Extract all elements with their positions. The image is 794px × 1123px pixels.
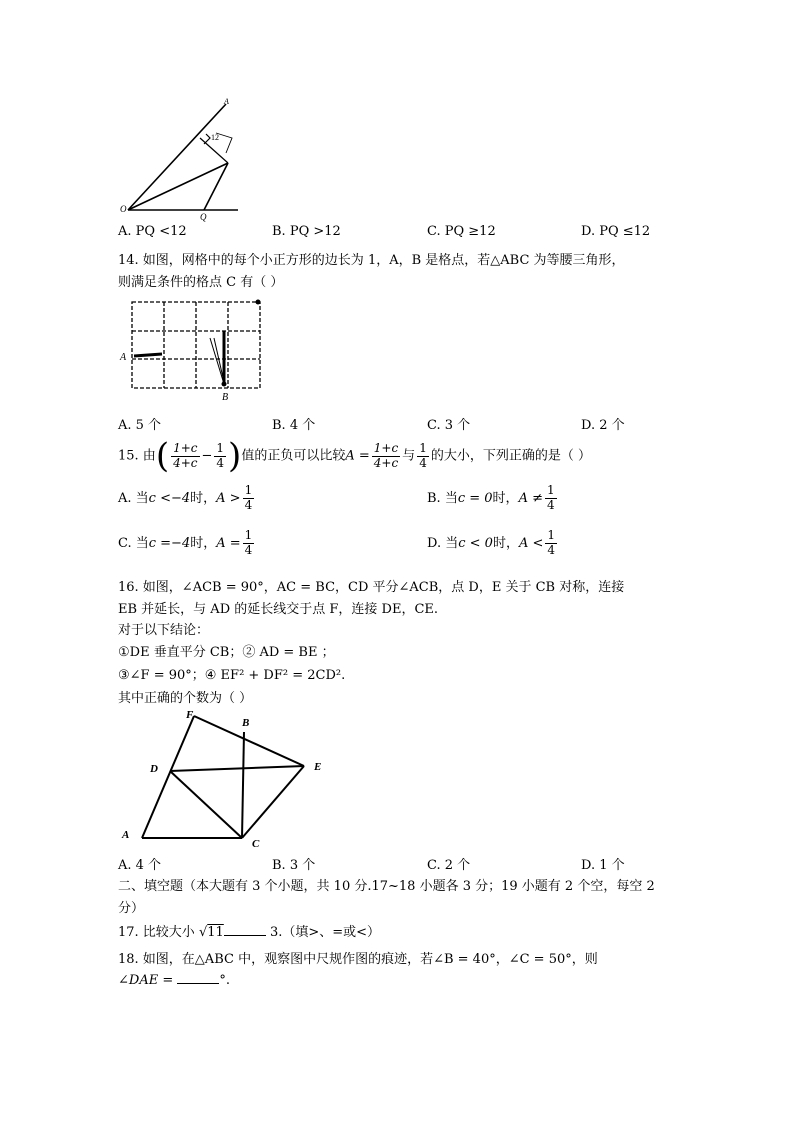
q16-label-E: E [314, 761, 322, 773]
q15-optb-mid: 时， [492, 490, 519, 506]
q15-optd-cond: c < 0 [458, 535, 493, 551]
q17-radicand: 11 [207, 925, 224, 940]
q13-figure [118, 98, 248, 220]
q13-label-A: A [224, 97, 229, 106]
q15-opta-cond: c <−4 [148, 490, 191, 506]
q13-option-b: B. PQ >12 [272, 224, 341, 239]
q14-option-d: D. 2 个 [581, 418, 625, 433]
q16-option-a: A. 4 个 [118, 858, 162, 873]
q15-A-frac-den: 4+c [373, 455, 399, 470]
q17-sqrt: √11 [198, 925, 224, 940]
q14-label-A: A [120, 352, 127, 363]
q14-stem-line1: 14. 如图，网格中的每个小正方形的边长为 1，A，B 是格点，若△ABC 为等腰三角形， [118, 253, 625, 268]
q15-optc-num: 1 [244, 528, 253, 542]
q15-mid2: 与 [402, 448, 416, 464]
q13-option-c: C. PQ ≥12 [427, 224, 496, 239]
q16-stem-line1: 16. 如图，∠ACB = 90°，AC = BC，CD 平分∠ACB，点 D，E 关于 CB 对称，连接 [118, 580, 625, 595]
q17-stem [118, 921, 380, 940]
q15-quarter-num: 1 [216, 440, 225, 455]
q15-optb-cond: c = 0 [457, 490, 493, 506]
q15-opta-rel: A > [216, 490, 241, 506]
q15-quarter2-num: 1 [419, 440, 427, 455]
q15-quarter [214, 442, 226, 471]
q16-conclusion-3-4: ③∠F = 90°；④ EF² + DF² = 2CD². [118, 668, 346, 683]
q18-angle-dae: ∠DAE = [118, 973, 174, 988]
q13-label-12: 12 [211, 133, 219, 142]
q15-optd-num: 1 [547, 528, 556, 542]
q15-opta-den: 4 [244, 497, 253, 512]
q14-option-b: B. 4 个 [272, 418, 316, 433]
q16-option-b: B. 3 个 [272, 858, 316, 873]
q15-option-b [427, 484, 559, 513]
q14-option-c: C. 3 个 [427, 418, 471, 433]
q16-label-C: C [252, 838, 260, 850]
q16-conclusion-1-2: ①DE 垂直平分 CB；② AD = BE ； [118, 645, 335, 660]
q16-label-B: B [242, 717, 250, 729]
q14-stem-line2: 则满足条件的格点 C 有（ ） [118, 275, 284, 290]
q15-optc-frac [243, 529, 255, 558]
q18-suffix: °. [219, 973, 230, 988]
q15-prefix: 15. 由 [118, 448, 156, 464]
q15-optd-pre: D. 当 [427, 535, 459, 551]
section2-heading-line2: 分） [118, 901, 145, 916]
q13-option-d: D. PQ ≤12 [581, 224, 651, 239]
q18-answer-blank[interactable] [177, 971, 219, 984]
q16-label-F: F [186, 709, 194, 721]
q16-figure [118, 708, 334, 853]
q15-frac-expr [171, 442, 199, 471]
q15-suffix: 的大小，下列正确的是（ ） [430, 448, 591, 464]
q15-opta-num: 1 [244, 483, 253, 497]
q13-label-O: O [120, 204, 127, 214]
q15-quarter2 [417, 442, 429, 471]
q15-opta-frac [243, 484, 255, 513]
q15-paren-right: ) [228, 436, 242, 476]
q15-minus: − [201, 448, 213, 464]
q15-quarter-den: 4 [216, 455, 225, 470]
q14-label-B: B [222, 392, 229, 403]
q18-stem-line1: 18. 如图，在△ABC 中，观察图中尺规作图的痕迹，若∠B = 40°，∠C = 50°，则 [118, 952, 598, 967]
q15-optc-pre: C. 当 [118, 535, 149, 551]
q15-option-c [118, 529, 256, 558]
q15-stem [118, 436, 591, 476]
q14-grid-figure [118, 294, 270, 404]
q15-A-frac [372, 442, 400, 471]
q15-optc-cond: c =−4 [148, 535, 191, 551]
q15-optc-mid: 时， [190, 535, 217, 551]
q15-optb-rel: A ≠ [518, 490, 543, 506]
q15-optb-frac [545, 484, 557, 513]
q13-option-a: A. PQ <12 [118, 224, 187, 239]
q15-optd-den: 4 [547, 542, 556, 557]
q15-optc-rel: A = [216, 535, 241, 551]
q15-option-d [427, 529, 559, 558]
q14-option-a: A. 5 个 [118, 418, 162, 433]
q16-stem-line3: 对于以下结论： [118, 623, 210, 638]
q15-A-eq: A = [345, 448, 370, 464]
q15-opta-pre: A. 当 [118, 490, 149, 506]
q15-optb-pre: B. 当 [427, 490, 458, 506]
q16-label-A: A [122, 829, 130, 841]
section2-heading-line1: 二、填空题（本大题有 3 个小题，共 10 分.17~18 小题各 3 分；19 小题有 2 个空，每空 2 [118, 879, 655, 894]
q15-A-frac-num: 1+c [373, 440, 399, 455]
q15-quarter2-den: 4 [419, 455, 427, 470]
q13-label-Q: Q [200, 212, 207, 222]
q15-frac-den: 4+c [173, 455, 198, 470]
q15-optd-rel: A < [518, 535, 544, 551]
q15-option-a [118, 484, 256, 513]
q15-optb-den: 4 [546, 497, 555, 512]
q15-optd-mid: 时， [492, 535, 519, 551]
q15-paren-left: ( [155, 436, 170, 476]
q16-stem-line2: EB 并延长，与 AD 的延长线交于点 F，连接 DE，CE. [118, 602, 439, 617]
q16-option-c: C. 2 个 [427, 858, 471, 873]
q17-prefix: 17. 比较大小 [118, 925, 195, 940]
q18-stem-line2 [118, 971, 230, 988]
q17-suffix: 3.（填>、=或<） [269, 925, 381, 940]
q16-option-d: D. 1 个 [581, 858, 625, 873]
q15-optd-frac [545, 529, 557, 558]
q17-answer-blank[interactable] [224, 923, 266, 936]
q16-label-D: D [150, 763, 158, 775]
q15-optb-num: 1 [546, 483, 555, 497]
q15-mid1: 值的正负可以比较 [241, 448, 346, 464]
q15-frac-num: 1+c [173, 440, 198, 455]
q16-stem-question: 其中正确的个数为（ ） [118, 691, 253, 706]
q15-opta-mid: 时， [190, 490, 217, 506]
q15-optc-den: 4 [244, 542, 253, 557]
